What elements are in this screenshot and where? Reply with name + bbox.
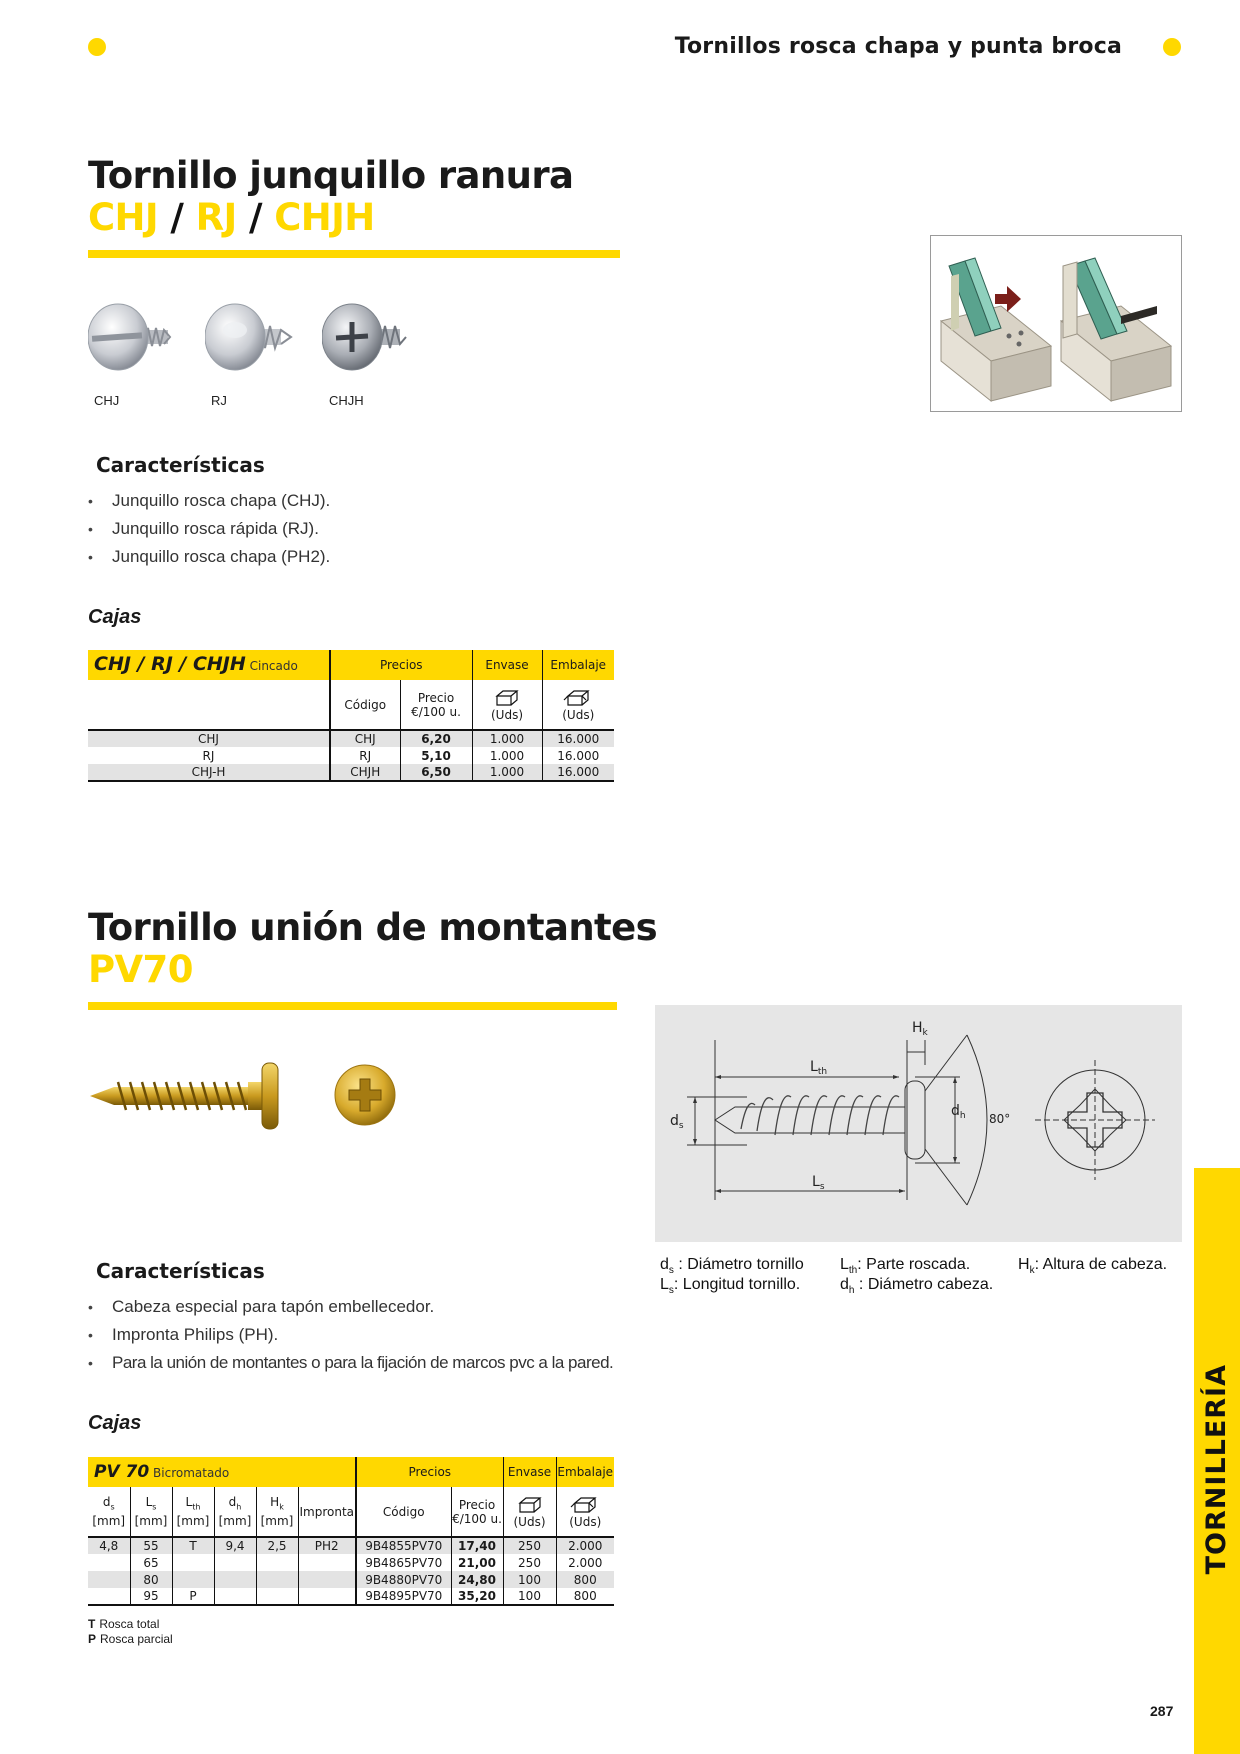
- label-ls: $L_s$: [812, 1174, 825, 1192]
- table2-cell: [298, 1571, 356, 1588]
- table2-unit: [mm]: [134, 1514, 168, 1529]
- section2-title: Tornillo unión de montantes: [88, 906, 658, 949]
- table2-header-ls: $L_s$ [mm]: [130, 1487, 172, 1537]
- table-row: [88, 1554, 614, 1571]
- table2-header-ds: $d_s$ [mm]: [92, 1494, 126, 1529]
- section1-codes: [88, 197, 375, 239]
- table2-cell-price: 24,80: [451, 1571, 503, 1588]
- table-row: [88, 730, 614, 747]
- legend-ls: $L_s$: Longitud tornillo.: [660, 1276, 801, 1297]
- table2-cell: [256, 1554, 298, 1571]
- legend-dh: $d_h$ : Diámetro cabeza.: [840, 1276, 994, 1297]
- section2-features-list: [88, 1293, 613, 1377]
- table1-cell-name: CHJ-H: [88, 764, 330, 781]
- table2-precio-unit: €/100 u.: [452, 1511, 502, 1526]
- legend-ls-text: : Longitud tornillo.: [673, 1276, 801, 1293]
- table1-title-cell: [88, 650, 330, 680]
- label-hk: $H_k$: [912, 1020, 928, 1038]
- table1-empty-cell: [88, 680, 330, 730]
- feature-item: • Junquillo rosca chapa (PH2).: [88, 543, 330, 571]
- legend-ds: $d_s$ : Diámetro tornillo: [660, 1256, 804, 1277]
- window-profile-illustration: [930, 235, 1182, 412]
- table2-cell: [88, 1571, 130, 1588]
- table-row: [88, 1537, 614, 1554]
- table1-precio-label: Precio: [417, 690, 455, 705]
- note-key: T: [88, 1617, 96, 1631]
- section2-underline: [88, 1002, 617, 1010]
- table1-header-codigo: Código: [330, 680, 400, 730]
- table1-cell-envase: 1.000: [472, 764, 542, 781]
- table2-cell-price: 35,20: [451, 1588, 503, 1605]
- legend-ds-text: : Diámetro tornillo: [678, 1256, 804, 1273]
- table2-cell: 55: [130, 1537, 172, 1554]
- table2-cell-envase: 250: [503, 1554, 556, 1571]
- box-icon: [494, 688, 520, 708]
- header-dot-left: [88, 38, 106, 56]
- table1-embalaje-uds: (Uds): [562, 707, 595, 722]
- table2-header-impronta: Impronta: [298, 1487, 356, 1537]
- screw-image-chj: [88, 300, 182, 380]
- table2-cell: [214, 1554, 256, 1571]
- table2-header-precios: Precios: [356, 1457, 503, 1487]
- open-box-icon: [563, 688, 593, 708]
- table1-cell-embalaje: 16.000: [542, 730, 614, 747]
- table2-cell: 80: [130, 1571, 172, 1588]
- table2-finish: Bicromatado: [153, 1465, 230, 1480]
- table2-cell: [88, 1554, 130, 1571]
- table1-cell-code: CHJ: [330, 730, 400, 747]
- table2-header-embalaje-icon: [556, 1487, 614, 1537]
- table1-header-embalaje: Embalaje: [542, 650, 614, 680]
- table2-cell: 2,5: [256, 1537, 298, 1554]
- table2-unit: [mm]: [176, 1514, 210, 1529]
- side-tab: [1194, 1168, 1240, 1754]
- feature-item: • Cabeza especial para tapón embellecedor.: [88, 1293, 613, 1321]
- table2-cell: P: [172, 1588, 214, 1605]
- feature-item: • Junquillo rosca rápida (RJ).: [88, 515, 330, 543]
- caption-rj: RJ: [211, 393, 227, 408]
- table2-title-cell: [88, 1457, 356, 1487]
- table1-finish: Cincado: [249, 659, 298, 673]
- table2-header-precio: [451, 1487, 503, 1537]
- table1-title: CHJ / RJ / CHJH: [94, 653, 246, 675]
- caption-chj: CHJ: [94, 393, 120, 408]
- table2-unit: [mm]: [218, 1514, 252, 1529]
- table1-cell-envase: 1.000: [472, 747, 542, 764]
- header-dot-right: [1163, 38, 1181, 56]
- note-key: P: [88, 1632, 97, 1646]
- table2-cell-price: 21,00: [451, 1554, 503, 1571]
- table2-cell: [172, 1554, 214, 1571]
- table1-cell-name: CHJ: [88, 730, 330, 747]
- table1-cell-code: CHJH: [330, 764, 400, 781]
- gold-screw-head-image: [333, 1063, 397, 1127]
- section1-price-table: [88, 650, 614, 782]
- label-ds: $d_s$: [670, 1113, 684, 1131]
- legend-lth-text: : Parte roscada.: [857, 1256, 971, 1273]
- table2-header-lth: $L_{th}$ [mm]: [172, 1487, 214, 1537]
- table1-header-embalaje-icon: [542, 680, 614, 730]
- table1-cell-envase: 1.000: [472, 730, 542, 747]
- table2-cell-code: 9B4895PV70: [356, 1588, 451, 1605]
- table1-header-precio: [400, 680, 472, 730]
- table2-header-embalaje: Embalaje: [556, 1457, 614, 1487]
- table-notes: [88, 1617, 173, 1647]
- table2-cell-price: 17,40: [451, 1537, 503, 1554]
- section2-code: PV70: [88, 948, 193, 991]
- section1-title-text: Tornillo junquillo ranura: [88, 154, 574, 197]
- table2-cell-embalaje: 800: [556, 1588, 614, 1605]
- table2-cell: [172, 1571, 214, 1588]
- section2-cajas-heading: Cajas: [88, 1412, 142, 1434]
- label-lth: $L_{th}$: [810, 1059, 828, 1077]
- page-number: 287: [1150, 1703, 1174, 1719]
- table2-cell: 9,4: [214, 1537, 256, 1554]
- table2-cell-code: 9B4855PV70: [356, 1537, 451, 1554]
- table2-cell-code: 9B4865PV70: [356, 1554, 451, 1571]
- label-angle: 80°: [989, 1112, 1011, 1126]
- legend-lth: $L_{th}$: Parte roscada.: [840, 1256, 971, 1277]
- table2-envase-uds: (Uds): [513, 1514, 546, 1529]
- table2-cell: PH2: [298, 1537, 356, 1554]
- table1-header-envase: Envase: [472, 650, 542, 680]
- table1-header-precios: Precios: [330, 650, 472, 680]
- table1-cell-price: 5,10: [400, 747, 472, 764]
- table2-cell: [88, 1588, 130, 1605]
- section1-features-list: [88, 487, 330, 571]
- technical-drawing: [655, 1005, 1182, 1242]
- table-row: [88, 764, 614, 781]
- table1-cell-embalaje: 16.000: [542, 764, 614, 781]
- table2-cell: [298, 1588, 356, 1605]
- table2-title: PV 70: [94, 1461, 150, 1482]
- table2-cell-envase: 100: [503, 1588, 556, 1605]
- table2-header-envase-icon: [503, 1487, 556, 1537]
- table2-header-hk: $H_k$ [mm]: [256, 1487, 298, 1537]
- table-row: [88, 1571, 614, 1588]
- table-row: [88, 1588, 614, 1605]
- header-title: Tornillos rosca chapa y punta broca: [674, 34, 1122, 59]
- section2-features-title: Características: [96, 1259, 265, 1283]
- legend-hk: $H_k$: Altura de cabeza.: [1018, 1256, 1168, 1277]
- table2-cell-envase: 250: [503, 1537, 556, 1554]
- box-icon: [517, 1495, 543, 1515]
- table2-cell: [256, 1588, 298, 1605]
- table1-cell-price: 6,20: [400, 730, 472, 747]
- table2-cell: [214, 1571, 256, 1588]
- note-text: Rosca total: [99, 1617, 160, 1631]
- table1-header-envase-icon: [472, 680, 542, 730]
- section1-title: [88, 155, 573, 197]
- table2-cell-embalaje: 2.000: [556, 1537, 614, 1554]
- feature-item: • Impronta Philips (PH).: [88, 1321, 613, 1349]
- table2-cell: T: [172, 1537, 214, 1554]
- table1-cell-embalaje: 16.000: [542, 747, 614, 764]
- caption-chjh: CHJH: [329, 393, 364, 408]
- table2-embalaje-uds: (Uds): [569, 1514, 602, 1529]
- table2-unit: [mm]: [260, 1514, 294, 1529]
- table1-precio-unit: €/100 u.: [411, 704, 461, 719]
- legend-dh-text: : Diámetro cabeza.: [858, 1276, 994, 1293]
- table2-cell: 4,8: [88, 1537, 130, 1554]
- table2-cell-envase: 100: [503, 1571, 556, 1588]
- table1-cell-price: 6,50: [400, 764, 472, 781]
- code-chj: CHJ: [88, 196, 159, 239]
- table2-header-codigo: Código: [356, 1487, 451, 1537]
- section1-underline: [88, 250, 620, 258]
- side-tab-label: TORNILLERÍA: [1201, 1364, 1232, 1575]
- screw-image-rj: [205, 300, 299, 380]
- section1-cajas-heading: Cajas: [88, 606, 142, 628]
- table2-cell: 95: [130, 1588, 172, 1605]
- code-rj: RJ: [195, 196, 237, 239]
- table2-header-envase: Envase: [503, 1457, 556, 1487]
- label-dh: $d_h$: [951, 1103, 966, 1121]
- table2-cell-code: 9B4880PV70: [356, 1571, 451, 1588]
- section2-price-table: [88, 1457, 614, 1606]
- code-separator: /: [170, 196, 184, 239]
- note-item: [88, 1632, 173, 1647]
- table-row: [88, 747, 614, 764]
- gold-screw-image: [88, 1060, 288, 1132]
- table2-header-dh: $d_h$ [mm]: [214, 1487, 256, 1537]
- table2-precio-label: Precio: [458, 1497, 496, 1512]
- code-chjh: CHJH: [274, 196, 375, 239]
- screw-image-chjh: [322, 300, 416, 380]
- table2-cell-embalaje: 2.000: [556, 1554, 614, 1571]
- table2-unit: [mm]: [92, 1514, 126, 1529]
- table2-cell: [256, 1571, 298, 1588]
- table1-cell-name: RJ: [202, 748, 215, 763]
- legend-hk-text: : Altura de cabeza.: [1034, 1256, 1168, 1273]
- code-separator: /: [248, 196, 262, 239]
- note-text: Rosca parcial: [100, 1632, 173, 1646]
- table1-envase-uds: (Uds): [490, 707, 523, 722]
- table2-cell: [214, 1588, 256, 1605]
- section1-features-title: Características: [96, 453, 265, 477]
- feature-item: • Junquillo rosca chapa (CHJ).: [88, 487, 330, 515]
- note-item: [88, 1617, 173, 1632]
- table2-cell-embalaje: 800: [556, 1571, 614, 1588]
- feature-item: • Para la unión de montantes o para la fijación de marcos pvc a la pared.: [88, 1349, 613, 1377]
- table1-cell-code: RJ: [330, 747, 400, 764]
- open-box-icon: [570, 1495, 600, 1515]
- table2-cell: [298, 1554, 356, 1571]
- table2-cell: 65: [130, 1554, 172, 1571]
